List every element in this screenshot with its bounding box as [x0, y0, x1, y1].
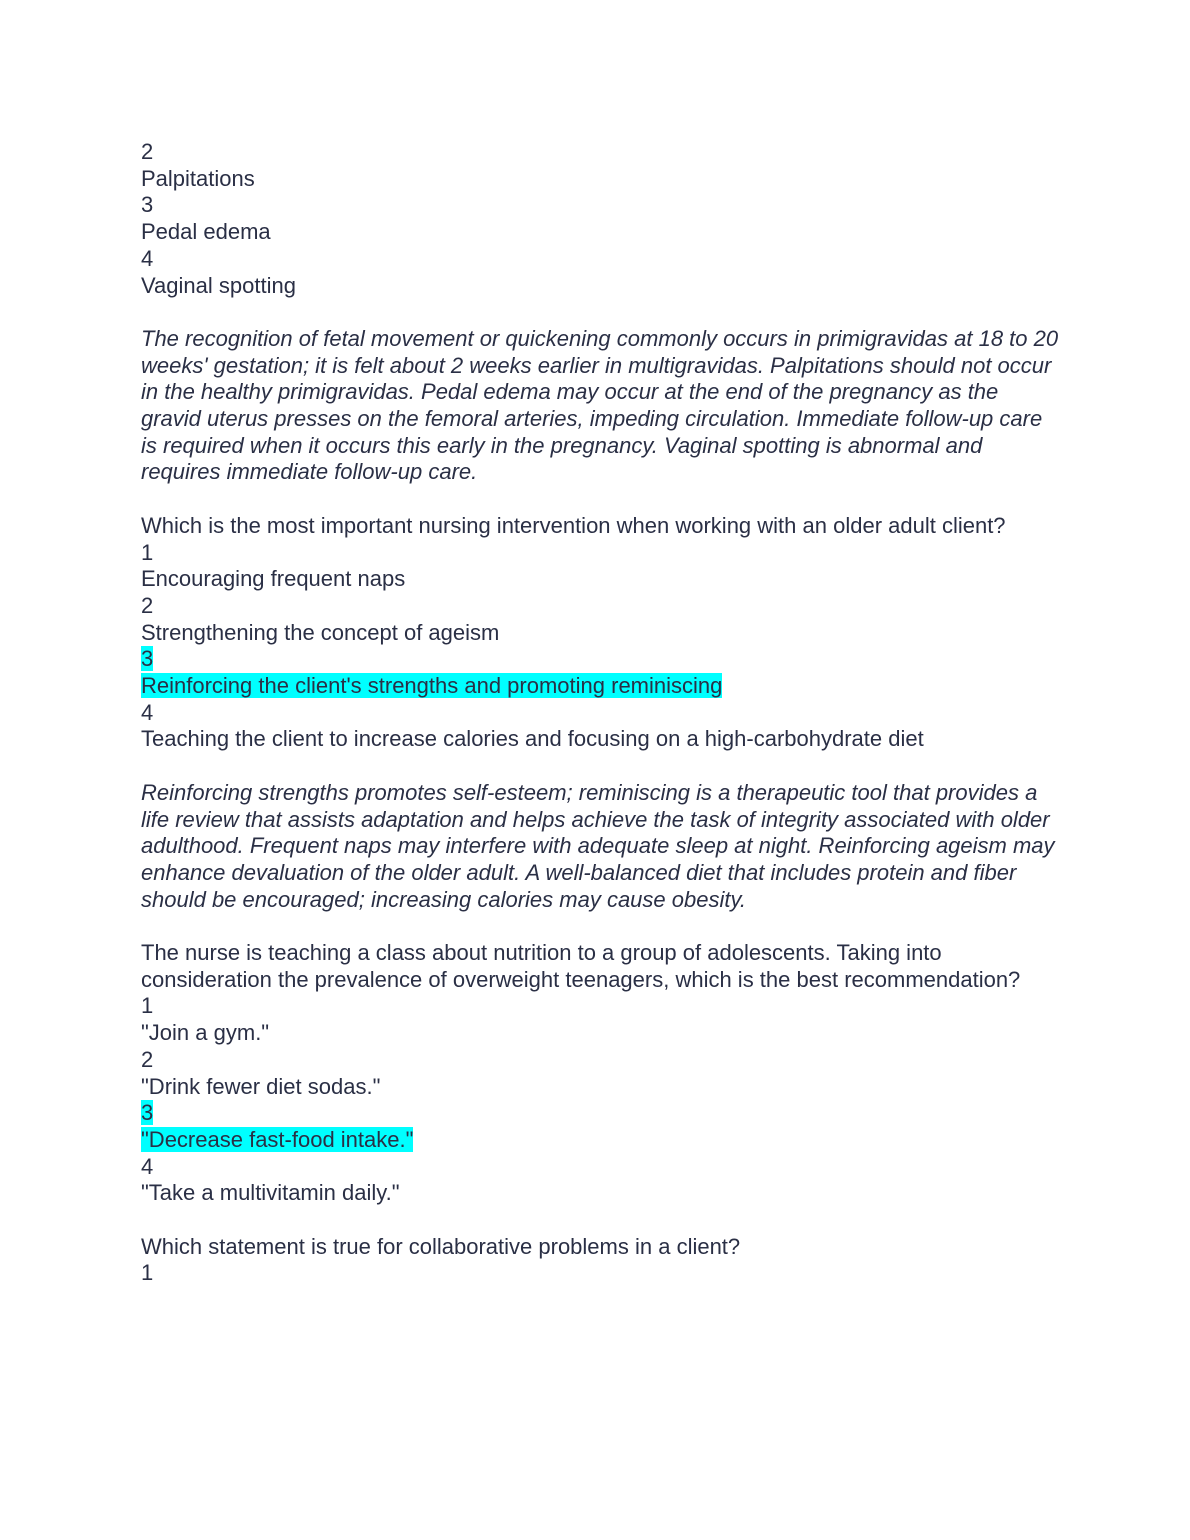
option-text-highlighted: "Decrease fast-food intake."	[141, 1126, 414, 1152]
rationale-paragraph: The recognition of fetal movement or quickening commonly occurs in primigravidas at 18 to 20 weeks' gestation; it is felt about 2 weeks earlier in multigravidas. Palpitations should not occur in the healthy primigravidas. Pedal edema may occur at the end of the pregnancy as the gravid uterus presses on the femoral arteries, impeding circulation. Immediate follow-up care is required when it occurs this early in the pregnancy. Vaginal spotting is abnormal and requires immediate follow-up care.	[141, 325, 1059, 485]
answer-option	[141, 1260, 1061, 1287]
answer-option	[141, 993, 1061, 1046]
option-text: Teaching the client to increase calories and focusing on a high-carbohydrate diet	[141, 726, 924, 752]
document-page	[141, 139, 1061, 1287]
answer-option	[141, 1154, 1061, 1207]
option-text-highlighted: Reinforcing the client's strengths and promoting reminiscing	[141, 673, 723, 699]
option-text: Palpitations	[141, 165, 255, 191]
option-text: "Take a multivitamin daily."	[141, 1180, 400, 1206]
option-number: 4	[141, 1153, 154, 1179]
paragraph-gap	[141, 1207, 1061, 1234]
option-number: 4	[141, 245, 154, 271]
option-text: Strengthening the concept of ageism	[141, 619, 500, 645]
paragraph-gap	[141, 486, 1061, 513]
option-text: Vaginal spotting	[141, 272, 296, 298]
answer-option-correct	[141, 646, 1061, 699]
option-text: "Join a gym."	[141, 1020, 270, 1046]
option-number: 2	[141, 1046, 154, 1072]
answer-option	[141, 593, 1061, 646]
paragraph-gap	[141, 913, 1061, 940]
rationale-paragraph: Reinforcing strengths promotes self-esteem; reminiscing is a therapeutic tool that provides a life review that assists adaptation and helps achieve the task of integrity associated with older adulthood. Frequent naps may interfere with adequate sleep at night. Reinforcing ageism may enhance devaluation of the older adult. A well-balanced diet that includes protein and fiber should be encouraged; increasing calories may cause obesity.	[141, 779, 1055, 912]
question-block	[141, 1234, 1061, 1287]
question-stem: Which is the most important nursing intervention when working with an older adult client?	[141, 512, 1006, 538]
option-number: 1	[141, 993, 154, 1019]
answer-option	[141, 540, 1061, 593]
option-number: 3	[141, 192, 154, 218]
option-text: "Drink fewer diet sodas."	[141, 1073, 381, 1099]
question-block	[141, 513, 1061, 753]
question-block	[141, 940, 1061, 1207]
continued-options	[141, 139, 1061, 299]
option-number: 1	[141, 1260, 154, 1286]
option-text: Pedal edema	[141, 219, 271, 245]
option-number: 2	[141, 139, 154, 164]
answer-option	[141, 1047, 1061, 1100]
paragraph-gap	[141, 299, 1061, 326]
question-stem: Which statement is true for collaborative problems in a client?	[141, 1233, 741, 1259]
option-number-highlighted: 3	[141, 646, 154, 672]
paragraph-gap	[141, 753, 1061, 780]
option-number: 4	[141, 699, 154, 725]
option-number: 2	[141, 592, 154, 618]
option-number: 1	[141, 539, 154, 565]
question-stem: The nurse is teaching a class about nutrition to a group of adolescents. Taking into consideration the prevalence of overweight teenagers, which is the best recommendation?	[141, 940, 1021, 992]
answer-option	[141, 700, 1061, 753]
option-number-highlighted: 3	[141, 1100, 154, 1126]
option-text: Encouraging frequent naps	[141, 566, 406, 592]
answer-option-correct	[141, 1100, 1061, 1153]
